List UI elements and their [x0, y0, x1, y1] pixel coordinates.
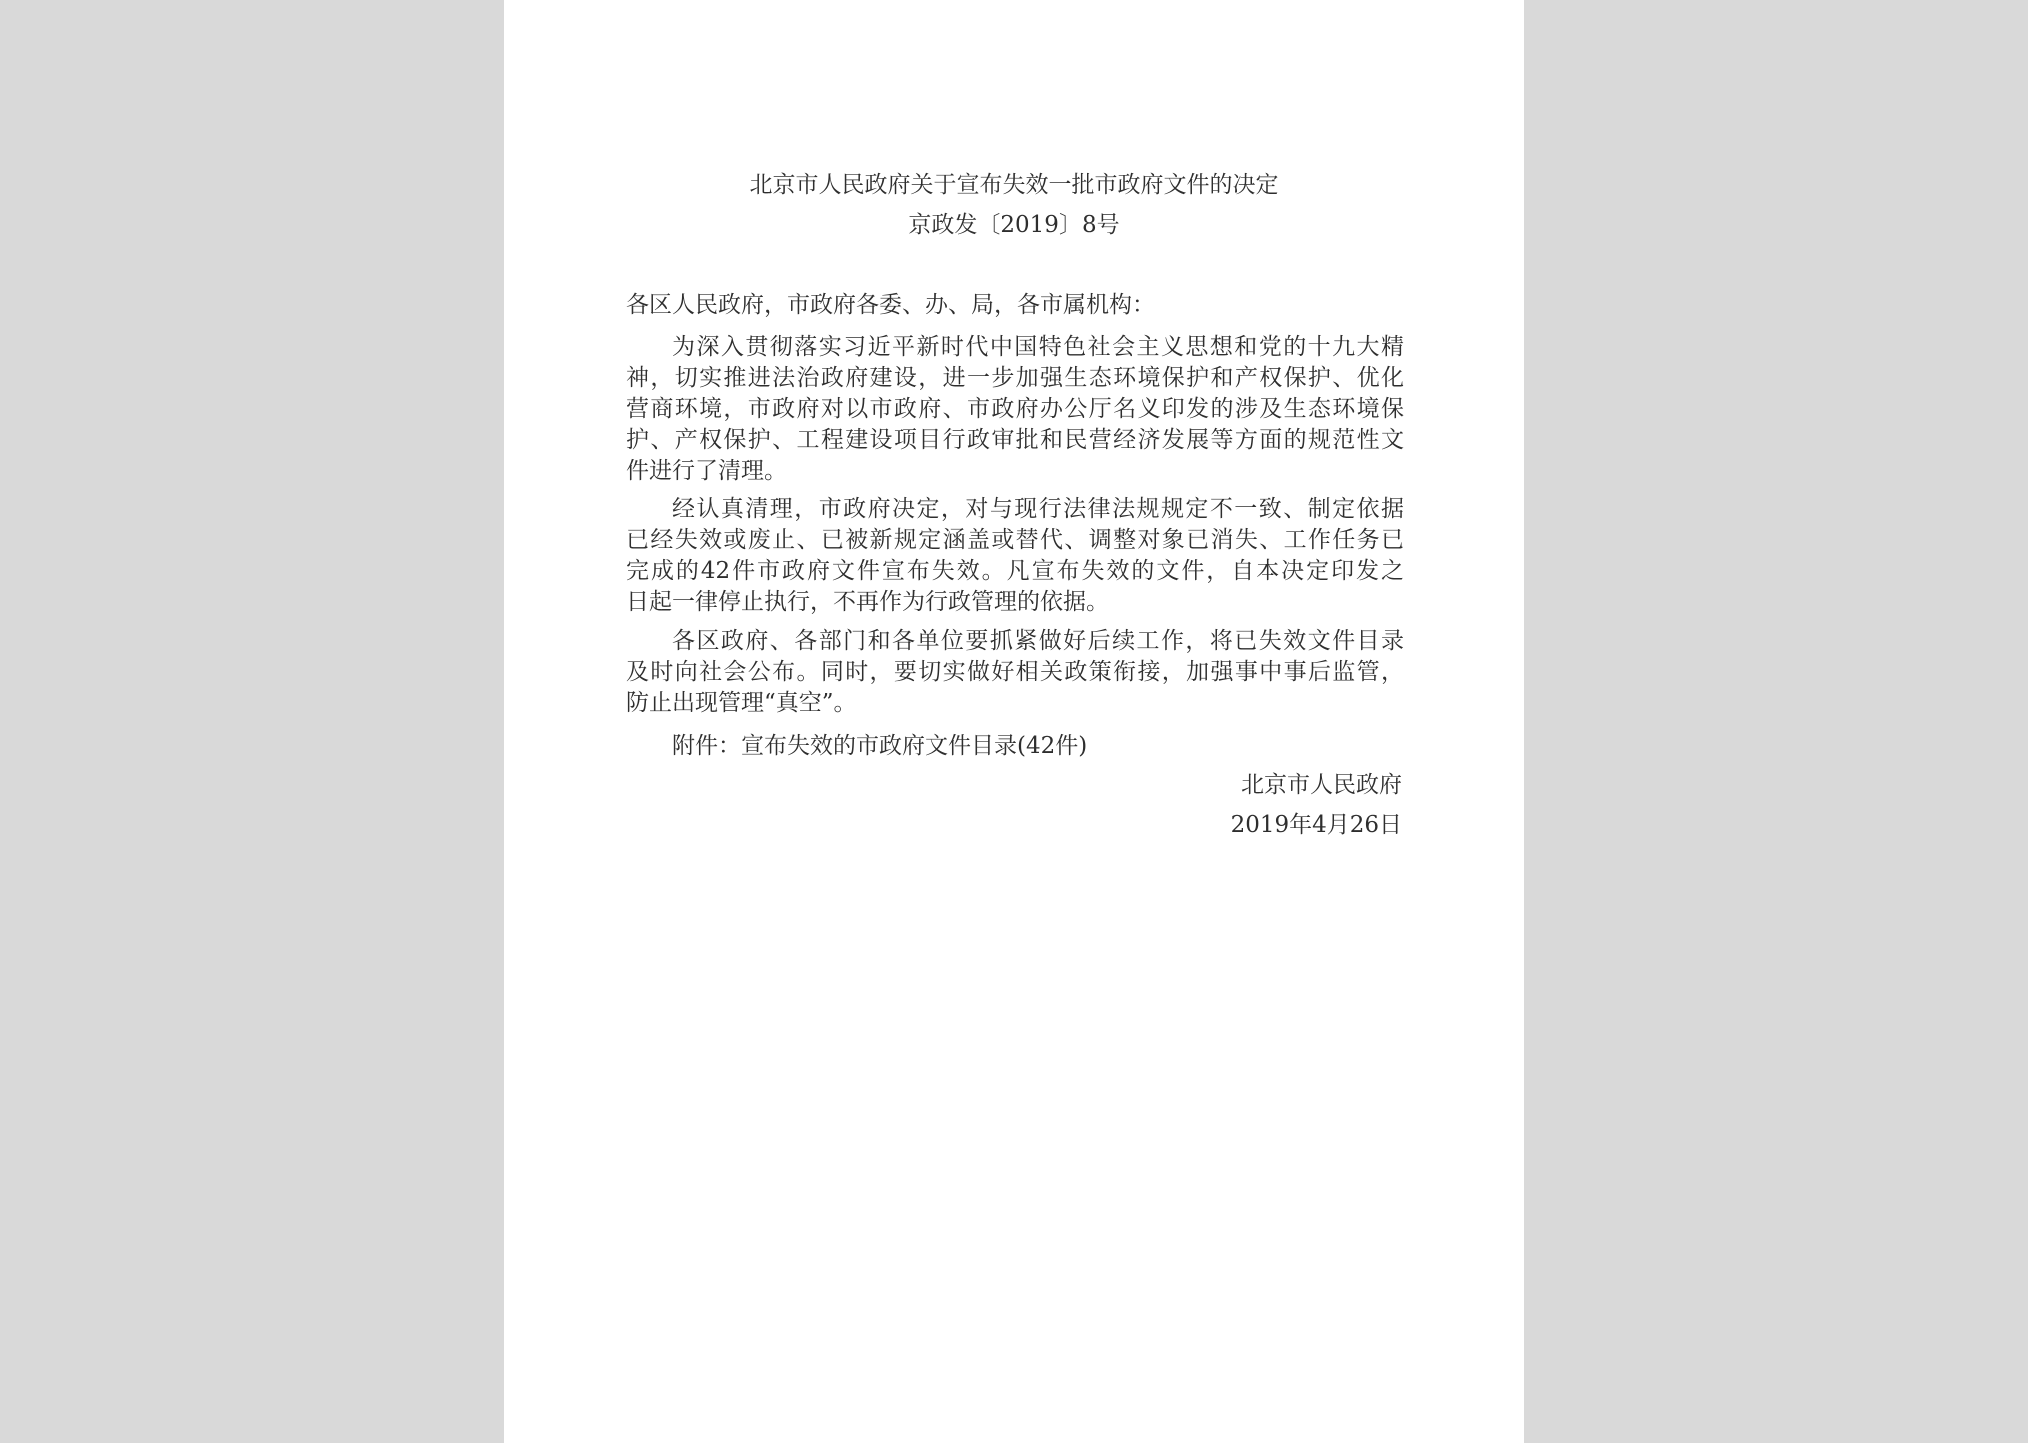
salutation-line: 各区人民政府，市政府各委、办、局，各市属机构： — [626, 292, 1155, 318]
paragraph-2 — [626, 494, 1404, 618]
paragraph-line: 已经失效或废止、已被新规定涵盖或替代、调整对象已消失、工作任务已 — [626, 527, 1404, 553]
document-number: 京政发〔2019〕8号 — [908, 212, 1120, 238]
paragraph-line: 及时向社会公布。同时，要切实做好相关政策衔接，加强事中事后监管， — [626, 659, 1404, 685]
paragraph-line: 营商环境，市政府对以市政府、市政府办公厅名义印发的涉及生态环境保 — [626, 396, 1404, 422]
paragraph-line: 经认真清理，市政府决定，对与现行法律法规规定不一致、制定依据 — [672, 496, 1404, 522]
document-page — [504, 0, 1524, 1443]
attachment-line: 附件：宣布失效的市政府文件目录(42件) — [672, 733, 1088, 759]
document-title: 北京市人民政府关于宣布失效一批市政府文件的决定 — [749, 172, 1279, 198]
paragraph-line: 各区政府、各部门和各单位要抓紧做好后续工作，将已失效文件目录 — [672, 628, 1404, 654]
paragraph-1 — [626, 332, 1404, 487]
paragraph-3 — [626, 626, 1404, 719]
issuer-signature: 北京市人民政府 — [1241, 772, 1402, 798]
paragraph-line: 护、产权保护、工程建设项目行政审批和民营经济发展等方面的规范性文 — [626, 427, 1404, 453]
salutation — [626, 290, 1404, 321]
paragraph-line: 完成的42件市政府文件宣布失效。凡宣布失效的文件，自本决定印发之 — [626, 558, 1404, 584]
attachment-note — [626, 731, 1404, 762]
paragraph-line: 防止出现管理“真空”。 — [626, 690, 857, 716]
paragraph-line: 件进行了清理。 — [626, 458, 787, 484]
paragraph-line: 神，切实推进法治政府建设，进一步加强生态环境保护和产权保护、优化 — [626, 365, 1404, 391]
paragraph-line: 为深入贯彻落实习近平新时代中国特色社会主义思想和党的十九大精 — [672, 334, 1404, 360]
paragraph-line: 日起一律停止执行，不再作为行政管理的依据。 — [626, 589, 1109, 615]
issue-date: 2019年4月26日 — [1230, 812, 1402, 838]
